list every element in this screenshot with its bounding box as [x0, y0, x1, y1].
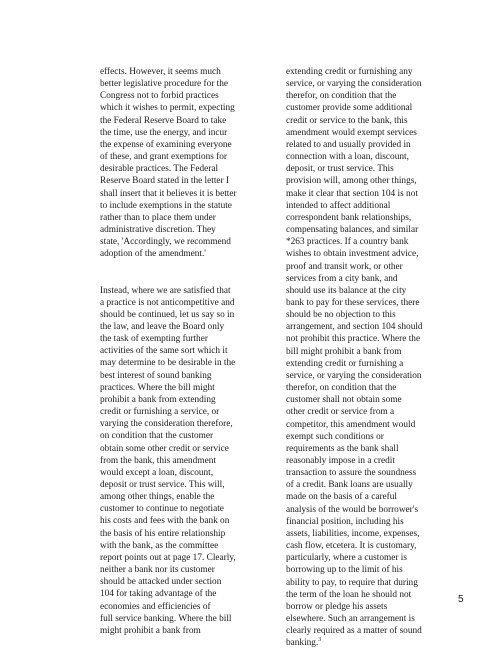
- text-line: the task of exempting further: [100, 334, 208, 345]
- text-line: varying the consideration therefore,: [100, 419, 233, 430]
- text-line: related to and usually provided in: [286, 139, 411, 150]
- text-line: *263 practices. If a country bank: [286, 237, 409, 248]
- text-line: among other things, enable the: [100, 492, 215, 503]
- text-line: adoption of the amendment.': [100, 249, 206, 260]
- text-line: might prohibit a bank from: [100, 625, 201, 636]
- text-line: financial position, including his: [286, 516, 404, 527]
- text-line: the law, and leave the Board only: [100, 321, 225, 332]
- text-line: may determine to be desirable in the: [100, 358, 236, 369]
- text-line: the basis of his entire relationship: [100, 528, 226, 539]
- text-line: customer to continue to negotiate: [100, 504, 224, 515]
- text-line: borrow or pledge his assets: [286, 601, 388, 612]
- text-line: made on the basis of a careful: [286, 492, 397, 503]
- text-line: clearly required as a matter of sound: [286, 626, 422, 637]
- text-line: Congress not to forbid practices: [100, 91, 219, 102]
- text-line: shall insert that it believes it is better: [100, 188, 237, 199]
- text-line: elsewhere. Such an arrangement is: [286, 614, 415, 625]
- text-line: deposit, or trust service. This: [286, 164, 394, 175]
- text-line: arrangement, and section 104 should: [286, 322, 423, 333]
- paragraph-gap: [100, 261, 260, 285]
- text-line: should be attacked under section: [100, 577, 222, 588]
- text-line: which it wishes to permit, expecting: [100, 103, 235, 114]
- text-line: credit or service to the bank, this: [286, 115, 408, 126]
- text-line: correspondent bank relationships,: [286, 212, 412, 223]
- text-line: prohibit a bank from extending: [100, 394, 216, 405]
- paragraph-1: [100, 66, 260, 261]
- text-line: transaction to assure the soundness: [286, 468, 417, 479]
- page-number: 5: [458, 594, 464, 605]
- text-line: requirements as the bank shall: [286, 443, 399, 454]
- text-line: service, or varying the consideration: [286, 370, 422, 381]
- text-line: should use its balance at the city: [286, 285, 407, 296]
- text-line: effects. However, it seems much: [100, 67, 221, 77]
- text-line: rather than to place them under: [100, 212, 216, 223]
- text-line: assets, liabilities, income, expenses,: [286, 528, 420, 539]
- text-line: from the bank, this amendment: [100, 455, 216, 466]
- text-line: service, or varying the consideration: [286, 79, 422, 90]
- text-line: customer shall not obtain some: [286, 395, 402, 406]
- text-line: Instead, where we are satisfied that: [100, 285, 231, 296]
- text-line: state, 'Accordingly, we recommend: [100, 237, 231, 248]
- text-line: proof and transit work, or other: [286, 261, 403, 272]
- text-line: credit or furnishing a service, or: [100, 407, 220, 418]
- text-line: services from a city bank, and: [286, 273, 398, 284]
- text-line: report points out at page 17. Clearly,: [100, 552, 236, 563]
- text-line: bank to pay for these services, there: [286, 297, 420, 308]
- text-line: Reserve Board stated in the letter I: [100, 176, 230, 187]
- text-line: particularly, where a customer is: [286, 553, 407, 564]
- text-line: obtain some other credit or service: [100, 443, 229, 454]
- text-line: borrowing up to the limit of his: [286, 565, 403, 576]
- right-text-column: [286, 66, 456, 650]
- text-line: therefor, on condition that the: [286, 383, 397, 394]
- text-line: on condition that the customer: [100, 431, 214, 442]
- text-line: compensating balances, and similar: [286, 225, 419, 236]
- text-line: intended to affect additional: [286, 200, 391, 211]
- paragraph-2: [100, 285, 260, 638]
- text-line: 104 for taking advantage of the: [100, 589, 217, 600]
- text-line: desirable practices. The Federal: [100, 164, 219, 175]
- text-line: better legislative procedure for the: [100, 79, 229, 90]
- text-line: to include exemptions in the statute: [100, 200, 232, 211]
- text-line: cash flow, etcetera. It is customary,: [286, 541, 417, 552]
- paragraph-3: [286, 66, 456, 650]
- text-line: a practice is not anticompetitive and: [100, 297, 235, 308]
- text-line: with the bank, as the committee: [100, 540, 219, 551]
- text-line: banking.: [286, 638, 319, 649]
- footnote-marker: 3: [318, 637, 322, 644]
- text-line: activities of the same sort which it: [100, 346, 228, 357]
- text-line: reasonably impose in a credit: [286, 456, 395, 466]
- left-text-column: [100, 66, 260, 637]
- text-line: make it clear that section 104 is not: [286, 188, 418, 199]
- text-line: exempt such conditions or: [286, 431, 384, 442]
- text-line: should be no objection to this: [286, 310, 396, 321]
- text-line: would except a loan, discount,: [100, 467, 214, 478]
- text-line: the time, use the energy, and incur: [100, 127, 228, 138]
- text-line: deposit or trust service. This will,: [100, 480, 225, 490]
- text-line: best interest of sound banking: [100, 370, 212, 381]
- text-line: the term of the loan he should not: [286, 589, 412, 600]
- text-line: therefor, on condition that the: [286, 91, 397, 102]
- text-line: analysis of the would be borrower's: [286, 504, 419, 515]
- text-line: the Federal Reserve Board to take: [100, 115, 227, 126]
- text-line: provision will, among other things,: [286, 176, 417, 187]
- text-line: not prohibit this practice. Where the: [286, 334, 421, 345]
- text-line: practices. Where the bill might: [100, 382, 215, 393]
- text-line: extending credit or furnishing any: [286, 67, 413, 77]
- text-line: amendment would exempt services: [286, 127, 417, 138]
- text-line: administrative discretion. They: [100, 225, 216, 236]
- text-line: should be continued, let us say so in: [100, 309, 235, 320]
- text-line: connection with a loan, discount,: [286, 152, 409, 163]
- text-line: bill might prohibit a bank from: [286, 346, 402, 357]
- text-line: full service banking. Where the bill: [100, 613, 232, 624]
- text-line: economies and efficiencies of: [100, 601, 211, 612]
- text-line: the expense of examining everyone: [100, 139, 232, 150]
- text-line: neither a bank nor its customer: [100, 565, 215, 576]
- text-line: competitor, this amendment would: [286, 419, 416, 430]
- text-line: of a credit. Bank loans are usually: [286, 480, 413, 491]
- text-line: ability to pay, to require that during: [286, 577, 418, 588]
- text-line: of these, and grant exemptions for: [100, 152, 228, 163]
- text-line: other credit or service from a: [286, 407, 395, 418]
- text-line: customer provide some additional: [286, 103, 413, 114]
- text-line: his costs and fees with the bank on: [100, 516, 230, 527]
- text-line: wishes to obtain investment advice,: [286, 249, 419, 260]
- text-line: extending credit or furnishing a: [286, 358, 404, 369]
